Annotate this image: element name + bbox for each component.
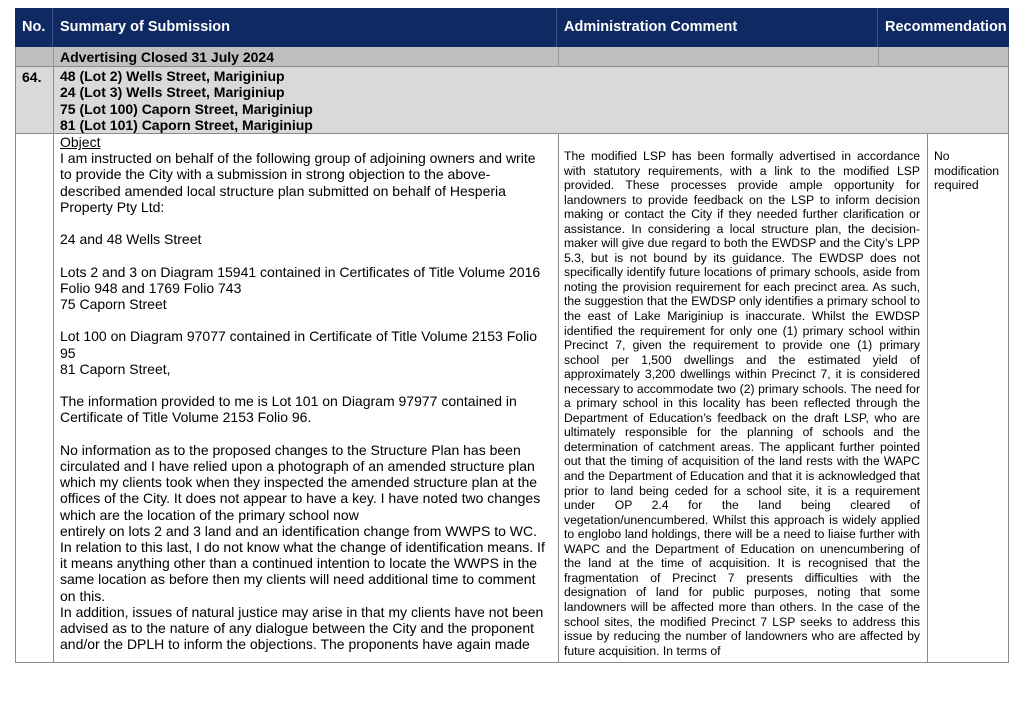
column-divider <box>53 47 54 67</box>
column-divider <box>927 134 928 663</box>
summary-line: Lots 2 and 3 on Diagram 15941 contained in Certificates of Title Volume 2016 <box>60 263 541 280</box>
submission-body-row <box>15 134 1009 663</box>
summary-line: 81 Caporn Street, <box>60 360 171 377</box>
summary-line: Certificate of Title Volume 2153 Folio 96. <box>60 409 312 426</box>
summary-line: Folio 948 and 1769 Folio 743 <box>60 279 242 296</box>
address-line: 48 (Lot 2) Wells Street, Mariginiup <box>60 68 285 84</box>
header-no: No. <box>15 8 53 47</box>
header-summary: Summary of Submission <box>53 8 557 47</box>
summary-line <box>60 215 552 231</box>
summary-line <box>60 247 552 263</box>
address-line: 75 (Lot 100) Caporn Street, Mariginiup <box>60 100 313 117</box>
submission-addresses <box>60 68 313 133</box>
address-line: 24 (Lot 3) Wells Street, Mariginiup <box>60 84 285 101</box>
summary-line: it means anything other than a continued intention to locate the WWPS in the <box>60 555 538 572</box>
header-recommendation: Recommendation <box>885 19 1007 35</box>
column-divider <box>53 134 54 663</box>
administration-comment: The modified LSP has been formally advertised in accordance with statutory requirements, with a link to the modified LSP provided. These processes provide ample opportunity for landowners to provide feedback on the LSP to inform decision making or contact the City if they needed further clarification or assistance. In considering a local structure plan, the decision-maker will give due regard to both the EWDSP and the City’s LPP 5.3, but is not bound by its guidance. The EWDSP does not specifically identify future locations of primary schools, aside from noting the provision requirement for each precinct area. As such, the suggestion that the EWDSP only identifies a primary school to the east of Lake Mariginiup is inaccurate. Whilst the EWDSP identified the requirement for only one (1) primary school within Precinct 7, given the requirement to provide one (1) primary school per 1,500 dwellings and the estimated yield of approximately 3,200 dwellings within Precinct 7, it is considered necessary to accommodate two (2) primary schools. The need for a primary school in this locality has been reflected through the Department of Education’s feedback on the draft LSP, who are ultimately responsible for the planning of schools and the determination of catchment areas. The applicant further pointed out that the timing of acquisition of the land rests with the WAPC and the Department of Education and that it is acknowledged that prior to land being ceded for a school site, it is a requirement under OP 2.4 for the land being cleared of vegetation/unencumbered. Whilst this approach is widely applied to englobo land holdings, there will be a need to liaise further with WAPC and the Department of Education on unencumbering of the land at the time of acquisition. It is recognised that the fragmentation of Precinct 7 presents difficulties with the designation of land for public purposes, noting that some landowners will be affected more than others. In the case of the school sites, the modified Precinct 7 LSP seeks to address this issue by reducing the number of landowners who are affected by future acquisition. In terms of <box>564 149 920 658</box>
summary-line: same location as before then my clients will need additional time to comment <box>60 571 536 588</box>
summary-line <box>60 426 552 442</box>
summary-line: to provide the City with a submission in strong objection to the above- <box>60 166 491 183</box>
column-divider <box>878 47 879 67</box>
summary-line: In relation to this last, I do not know what the change of identification means. If <box>60 539 545 555</box>
summary-line: 95 <box>60 344 76 361</box>
summary-line: 24 and 48 Wells Street <box>60 231 202 248</box>
column-divider <box>53 67 54 134</box>
summary-line: on this. <box>60 587 106 604</box>
summary-heading-object: Object <box>60 134 101 150</box>
header-admin-comment: Administration Comment <box>557 8 878 47</box>
summary-line: Property Pty Ltd: <box>60 198 165 215</box>
summary-line: circulated and I have relied upon a photograph of an amended structure plan <box>60 457 535 474</box>
summary-line: advised as to the nature of any dialogue between the City and the proponent <box>60 620 535 637</box>
summary-line: 75 Caporn Street <box>60 296 167 312</box>
advertising-closed-label: Advertising Closed 31 July 2024 <box>60 49 274 65</box>
submission-address-row <box>15 67 1009 134</box>
summary-line: I am instructed on behalf of the following group of adjoining owners and write <box>60 150 536 167</box>
summary-line: Lot 100 on Diagram 97077 contained in Certificate of Title Volume 2153 Folio <box>60 328 538 345</box>
recommendation: No modification required <box>934 149 1000 193</box>
summary-line: The information provided to me is Lot 101 on Diagram 97977 contained in <box>60 393 517 410</box>
summary-line: and/or the DPLH to inform the objections. The proponents have again made <box>60 636 530 653</box>
summary-line: which are the location of the primary school now <box>60 506 359 523</box>
submission-number: 64. <box>22 69 42 85</box>
summary-line <box>60 377 552 393</box>
summary-line <box>60 312 552 328</box>
address-line: 81 (Lot 101) Caporn Street, Mariginiup <box>60 116 313 133</box>
summary-line: No information as to the proposed changes to the Structure Plan has been <box>60 441 521 458</box>
summary-line: described amended local structure plan submitted on behalf of Hesperia <box>60 182 506 199</box>
summary-line: entirely on lots 2 and 3 land and an identification change from WWPS to WC. <box>60 522 538 539</box>
summary-line: In addition, issues of natural justice may arise in that my clients have not been <box>60 603 544 620</box>
submission-summary <box>60 134 552 652</box>
column-divider <box>558 134 559 663</box>
advertising-closed-row <box>15 47 1009 67</box>
table-header <box>15 8 1009 47</box>
summary-line: offices of the City. It does not appear to have a key. I have noted two changes <box>60 490 541 507</box>
summary-line: which my clients took when they inspected the amended structure plan at the <box>60 474 538 491</box>
column-divider <box>558 47 559 67</box>
